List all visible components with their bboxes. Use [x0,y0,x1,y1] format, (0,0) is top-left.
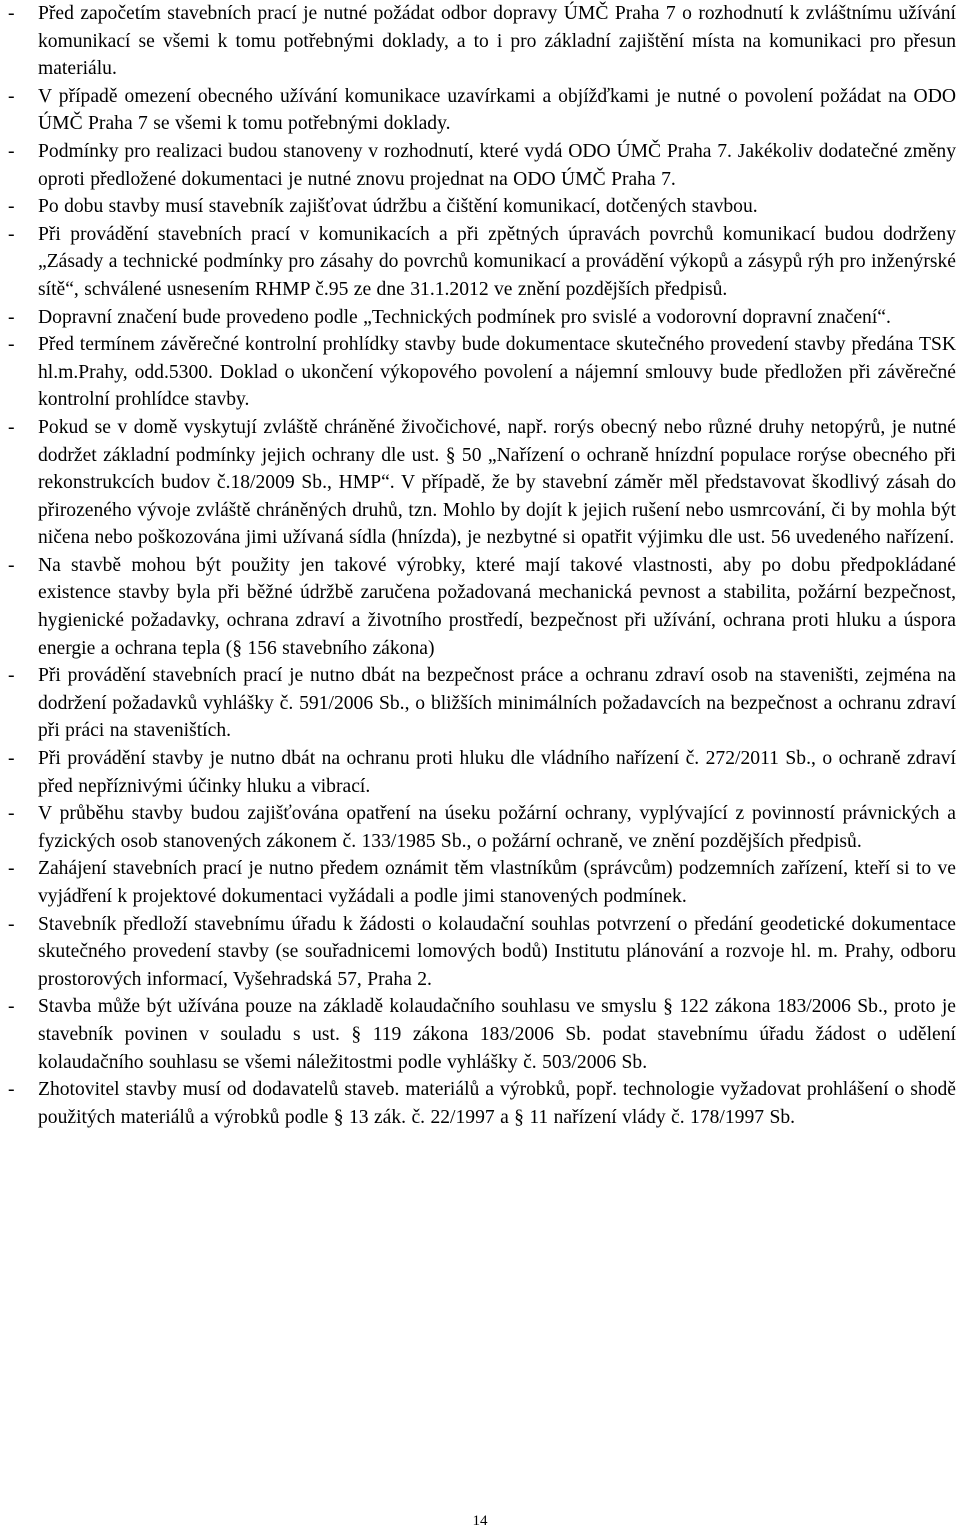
bullet-dash: - [8,1079,15,1101]
list-item [8,800,956,855]
list-item [8,911,956,994]
list-item [8,304,956,332]
page-number: 14 [472,1513,488,1529]
list-item [8,993,956,1076]
list-item-text: Před termínem závěrečné kontrolní prohlídky stavby bude dokumentace skutečného provedení stavby předána TSK hl.m.Prahy, odd.5300. Doklad o ukončení výkopového povolení a nájemní smlouvy bude předložen při závěrečné kontrolní prohlídce stavby. [38,334,956,411]
bullet-dash: - [8,803,15,825]
list-item [8,193,956,221]
list-item [8,1076,956,1131]
list-item [8,83,956,138]
list-item-text: Zahájení stavebních prací je nutno předem oznámit těm vlastníkům (správcům) podzemních zařízení, kteří si to ve vyjádření k projektové dokumentaci vyžádali a podle jimi stanovených podmínek. [38,858,956,907]
list-item-text: V průběhu stavby budou zajišťována opatření na úseku požární ochrany, vyplývající z povinností právnických a fyzických osob stanovených zákonem č. 133/1985 Sb., o požární ochraně, ve znění pozdějších předpisů. [38,803,956,852]
list-item-text: Při provádění stavebních prací v komunikacích a při zpětných úpravách povrchů komunikací budou dodrženy „Zásady a technické podmínky pro zásahy do povrchů komunikací a provádění výkopů a zásypů rýh pro inženýrské sítě“, schválené usnesením RHMP č.95 ze dne 31.1.2012 ve znění pozdějších předpisů. [38,223,956,300]
bullet-dash: - [8,3,15,24]
list-item-text: Při provádění stavebních prací je nutno dbát na bezpečnost práce a ochranu zdraví osob na staveništi, zejména na dodržení požadavků vyhlášky č. 591/2006 Sb., o bližších minimálních požadavcích na bezpečnost a ochranu zdraví při práci na staveništích. [38,665,956,742]
list-item [8,662,956,745]
list-item [8,414,956,552]
list-item-text: Po dobu stavby musí stavebník zajišťovat údržbu a čištění komunikací, dotčených stavbou. [38,196,758,218]
list-item-text: Podmínky pro realizaci budou stanoveny v rozhodnutí, které vydá ODO ÚMČ Praha 7. Jakékoliv dodatečné změny oproti předložené dokumentaci je nutné znovu projednat na ODO ÚMČ Praha 7. [38,140,956,190]
list-item [8,221,956,304]
bullet-dash: - [8,913,15,935]
list-item-text: Zhotovitel stavby musí od dodavatelů staveb. materiálů a výrobků, popř. technologie vyžadovat prohlášení o shodě použitých materiálů a výrobků podle § 13 zák. č. 22/1997 a § 11 nařízení vlády č. 178/1997 Sb. [38,1079,956,1128]
list-item [8,745,956,800]
list-item [8,331,956,414]
list-item [8,138,956,193]
bullet-dash: - [8,858,15,880]
bullet-dash: - [8,665,15,687]
bullet-dash: - [8,196,15,218]
bullet-dash: - [8,416,15,438]
list-item-text: Stavebník předloží stavebnímu úřadu k žádosti o kolaudační souhlas potvrzení o předání geodetické dokumentace skutečného provedení stavby (se souřadnicemi lomových bodů) Institutu plánování a rozvoje hl. m. Prahy, odboru prostorových informací, Vyšehradská 57, Praha 2. [38,913,956,990]
conditions-list [8,0,956,1131]
bullet-dash: - [8,223,15,245]
list-item [8,0,956,83]
bullet-dash: - [8,140,15,162]
list-item-text: Před započetím stavebních prací je nutné požádat odbor dopravy ÚMČ Praha 7 o rozhodnutí k zvláštnímu užívání komunikací se všemi k tomu potřebnými doklady, a to i pro základní zajištění místa na komunikaci pro přesun materiálu. [38,3,956,80]
list-item-text: Stavba může být užívána pouze na základě kolaudačního souhlasu ve smyslu § 122 zákona 183/2006 Sb., proto je stavebník povinen v souladu s ust. § 119 zákona 183/2006 Sb. podat stavebnímu úřadu žádost o udělení kolaudačního souhlasu se všemi náležitostmi podle vyhlášky č. 503/2006 Sb. [38,996,956,1073]
bullet-dash: - [8,85,15,107]
list-item [8,855,956,910]
list-item-text: Pokud se v domě vyskytují zvláště chráněné živočichové, např. rorýs obecný nebo různé druhy netopýrů, je nutné dodržet základní podmínky jejich ochrany dle ust. § 50 „Nařízení o ochraně hnízdní populace rorýse obecného při rekonstrukcích budov č.18/2009 Sb., HMP“. V případě, že by stavební záměr měl představovat škodlivý zásah do přirozeného vývoje zvláště chráněných druhů, tzn. Mohlo by dojít k jejich rušení nebo usmrcování, či by mohla být ničena nebo poškozována jimi užívaná sídla (hnízda), je nezbytné si opatřit výjimku dle ust. 56 uvedeného nařízení. [38,416,956,549]
bullet-dash: - [8,306,15,328]
list-item-text: Při provádění stavby je nutno dbát na ochranu proti hluku dle vládního nařízení č. 272/2011 Sb., o ochraně zdraví před nepříznivými účinky hluku a vibrací. [38,748,956,797]
bullet-dash: - [8,334,15,356]
bullet-dash: - [8,554,15,576]
list-item-text: Na stavbě mohou být použity jen takové výrobky, které mají takové vlastnosti, aby po dobu předpokládané existence stavby byla při běžné údržbě zaručena požadovaná mechanická pevnost a stabilita, požární bezpečnost, hygienické požadavky, ochrana zdraví a životního prostředí, bezpečnost při užívání, ochrana proti hluku a úspora energie a ochrana tepla (§ 156 stavebního zákona) [38,554,956,659]
bullet-dash: - [8,748,15,770]
list-item [8,552,956,662]
list-item-text: V případě omezení obecného užívání komunikace uzavírkami a objížďkami je nutné o povolení požádat na ODO ÚMČ Praha 7 se všemi k tomu potřebnými doklady. [38,85,956,135]
bullet-dash: - [8,996,15,1018]
list-item-text: Dopravní značení bude provedeno podle „Technických podmínek pro svislé a vodorovní dopravní značení“. [38,306,891,328]
